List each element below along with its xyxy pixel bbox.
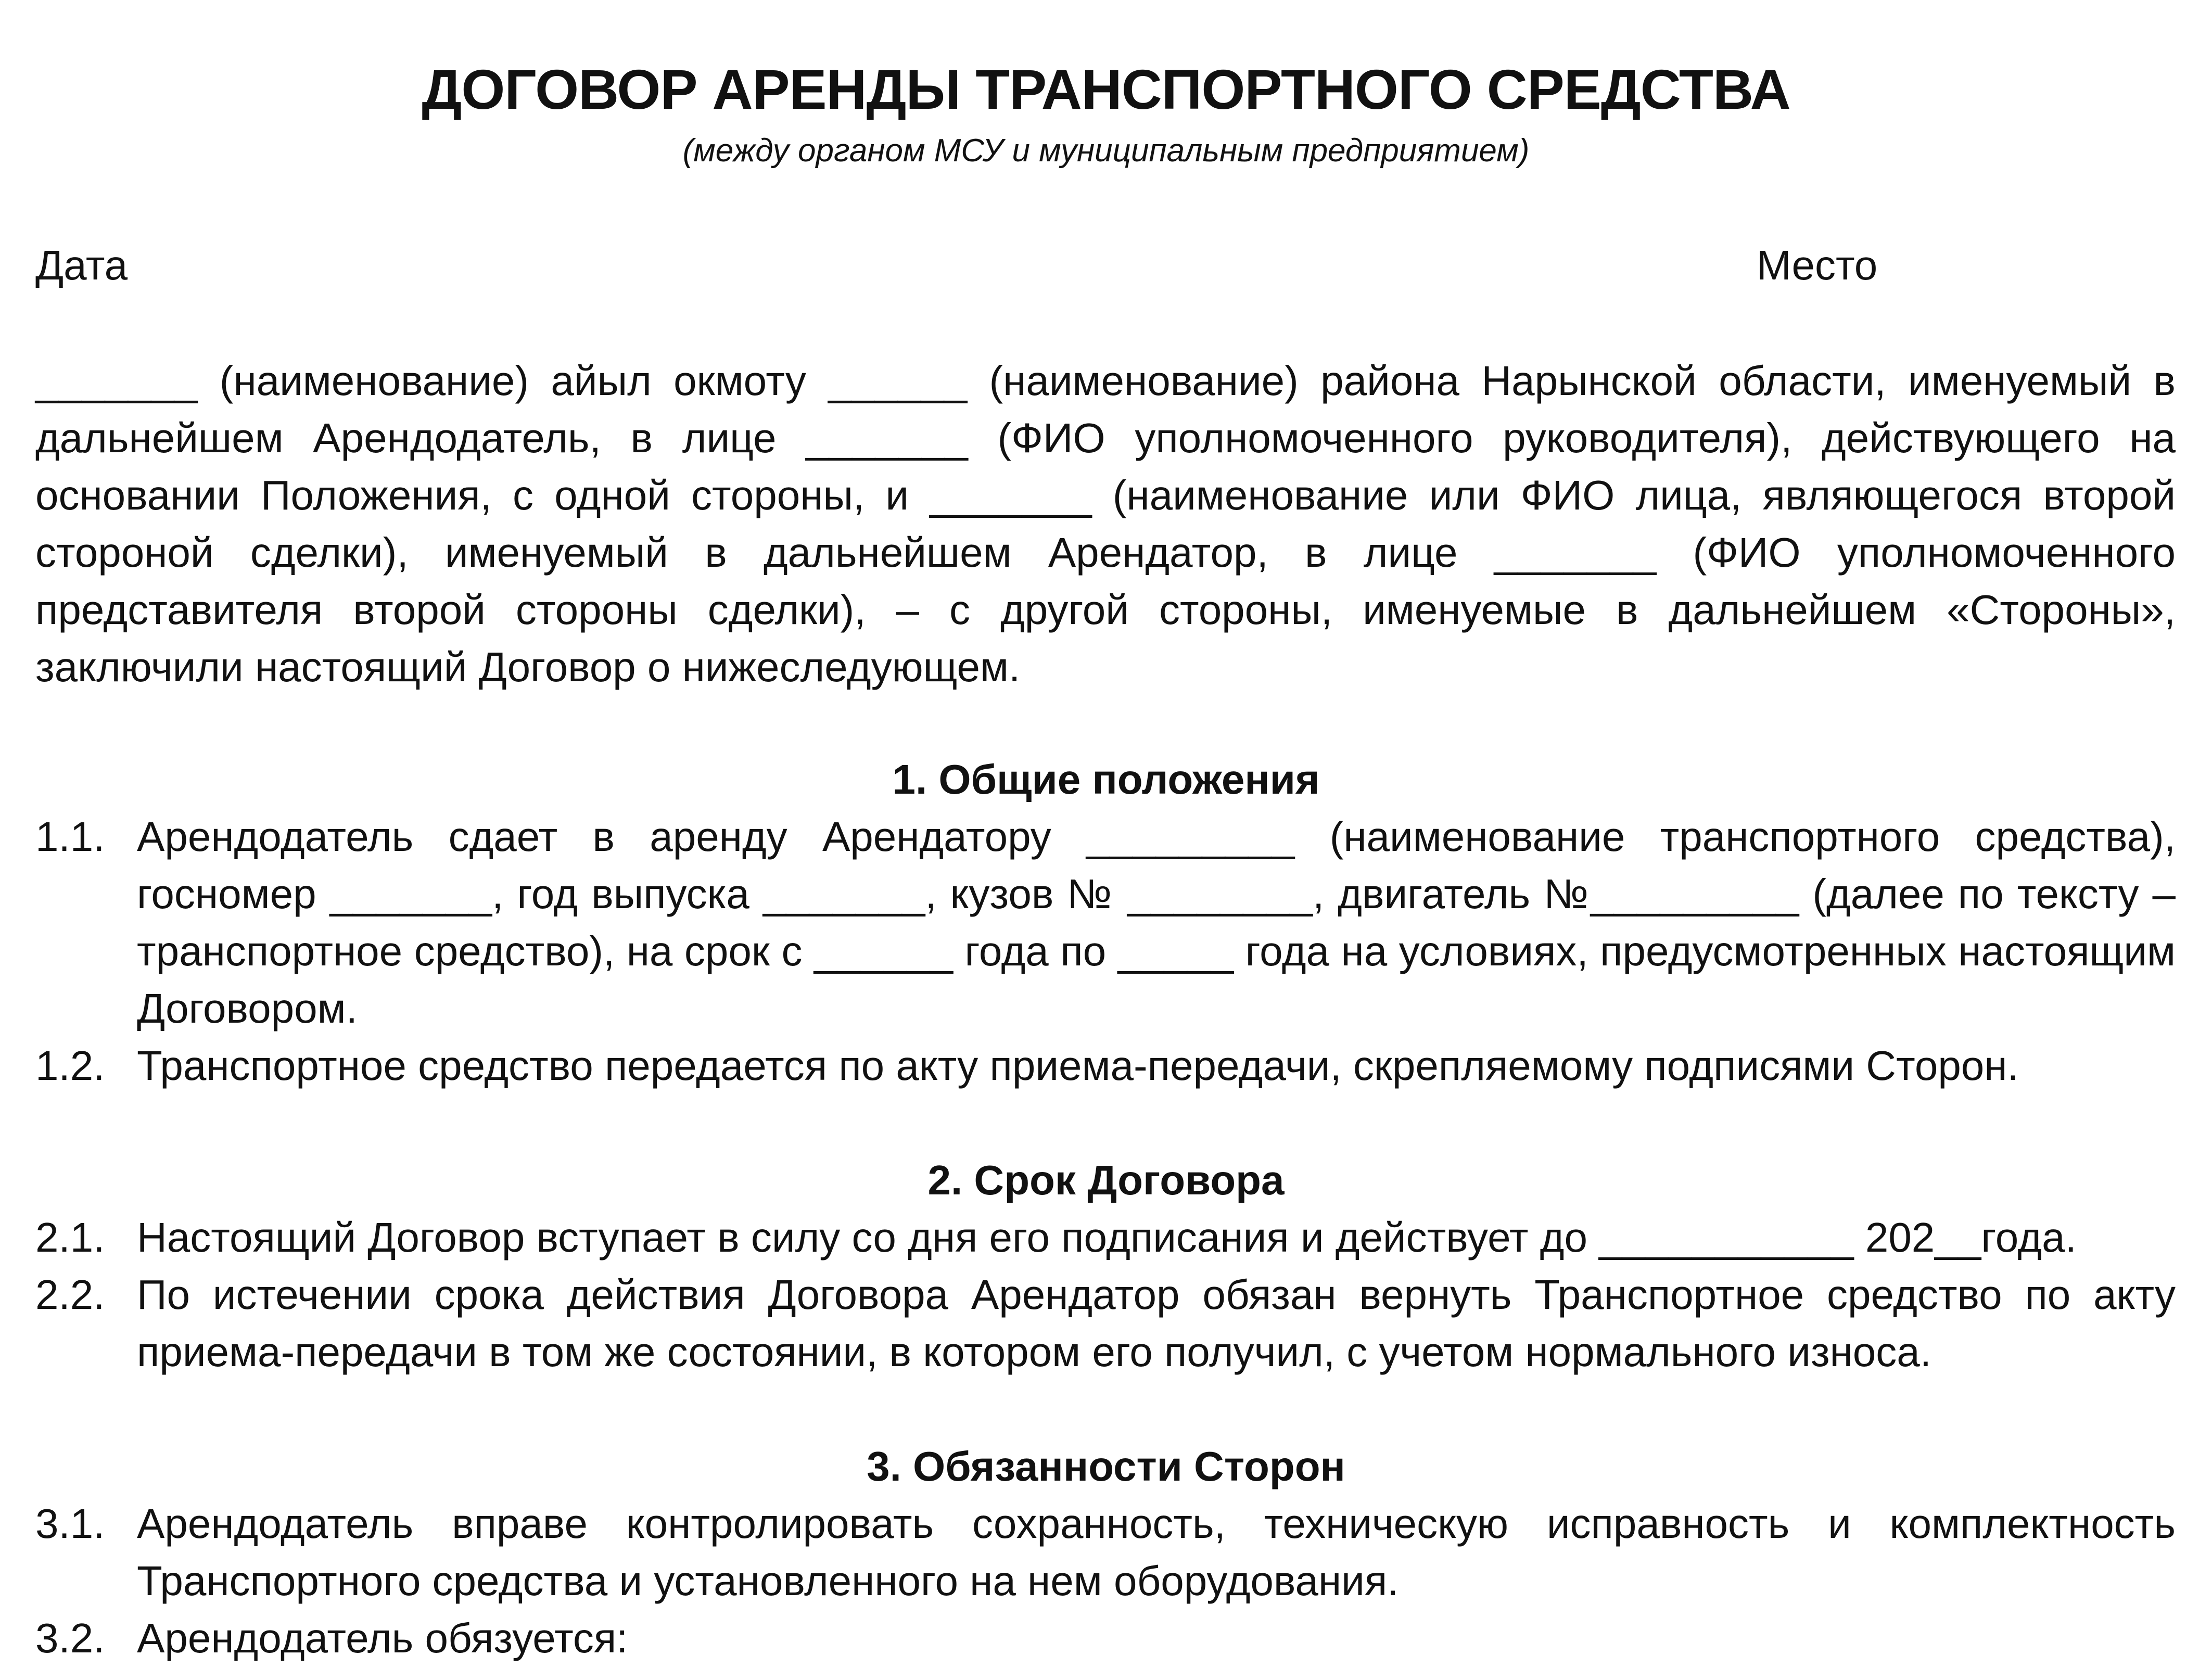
document-title: ДОГОВОР АРЕНДЫ ТРАНСПОРТНОГО СРЕДСТВА <box>422 58 1790 121</box>
place-label: Место <box>1757 242 1878 288</box>
clause-1-2 <box>35 1037 2176 1094</box>
clause-number: 3.2. <box>35 1615 105 1661</box>
document-subtitle: (между органом МСУ и муниципальным предприятием) <box>682 133 1530 169</box>
clause-1-1 <box>35 808 2176 1037</box>
clause-text: Транспортное средство передается по акту приема-передачи, скрепляемому подписями Сторон. <box>137 1042 2019 1089</box>
preamble-paragraph: _______ (наименование) айыл окмоту ______ (наименование) района Нарынской области, именуемый в дальнейшем Арендодатель, в лице _______ (ФИО уполномоченного руководителя), действующего на основании Положения, с одной стороны, и _______ (наименование или ФИО лица, являющегося второй стороной сделки), именуемый в дальнейшем Арендатор, в лице _______ (ФИО уполномоченного представителя второй стороны сделки), – с другой стороны, именуемые в дальнейшем «Стороны», заключили настоящий Договор о нижеследующем. <box>35 358 2176 690</box>
clause-3-2 <box>35 1610 2176 1667</box>
clause-number: 1.2. <box>35 1042 105 1089</box>
clause-number: 2.2. <box>35 1271 105 1318</box>
section-heading-general-provisions: 1. Общие положения <box>892 756 1320 803</box>
section-heading-obligations: 3. Обязанности Сторон <box>867 1443 1345 1489</box>
clause-number: 2.1. <box>35 1214 105 1260</box>
clause-number: 3.1. <box>35 1500 105 1547</box>
date-label: Дата <box>35 242 128 288</box>
clause-2-2 <box>35 1266 2176 1381</box>
clause-text: Арендодатель обязуется: <box>137 1615 628 1661</box>
clause-text: Арендодатель вправе контролировать сохранность, техническую исправность и комплектность Транспортного средства и установленного на нем оборудования. <box>137 1500 2176 1604</box>
clause-number: 1.1. <box>35 813 105 860</box>
clause-2-1 <box>35 1209 2176 1266</box>
clause-text: По истечении срока действия Договора Арендатор обязан вернуть Транспортное средство по акту приема-передачи в том же состоянии, в котором его получил, с учетом нормального износа. <box>137 1271 2176 1375</box>
clause-3-1 <box>35 1495 2176 1610</box>
clause-text: Арендодатель сдает в аренду Арендатору _________ (наименование транспортного средства), госномер _______, год выпуска _______, кузов № ________, двигатель №_________ (далее по тексту – транспортное средство), на срок с ______ года по _____ года на условиях, предусмотренных настоящим Договором. <box>137 813 2176 1032</box>
section-heading-contract-term: 2. Срок Договора <box>927 1157 1285 1203</box>
clause-text: Настоящий Договор вступает в силу со дня его подписания и действует до ___________ 202__года. <box>137 1214 2077 1260</box>
